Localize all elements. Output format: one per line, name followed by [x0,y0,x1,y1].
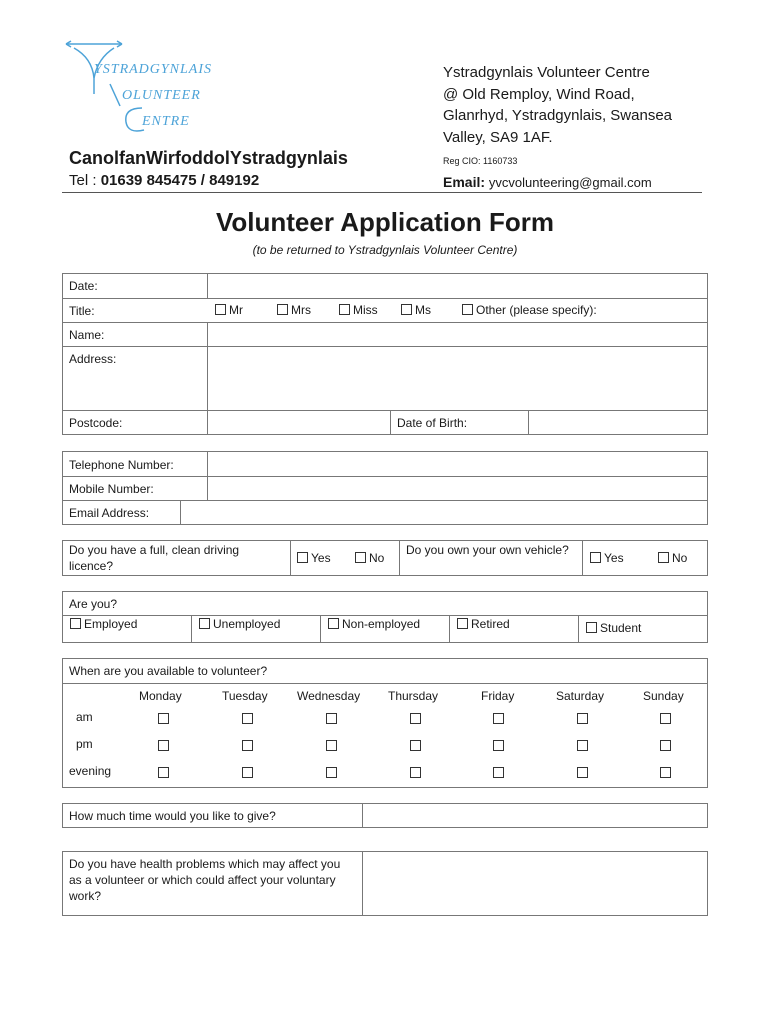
licence-question: Do you have a full, clean driving licence? [69,543,240,573]
vehicle-no-checkbox[interactable] [658,551,687,565]
postcode-label: Postcode: [69,416,123,430]
checkbox-icon [339,304,350,315]
centre-address [443,62,713,148]
status-student-checkbox[interactable] [586,621,641,635]
licence-no-label: No [369,551,385,565]
title-other-checkbox[interactable] [462,303,597,317]
checkbox-icon [457,618,468,629]
address-line-2: @ Old Remploy, Wind Road, [443,85,635,103]
logo-line-3: ENTRE [142,114,190,129]
title-miss-checkbox[interactable] [339,303,378,317]
telephone-field[interactable] [208,452,707,476]
health-field[interactable] [363,852,707,915]
licence-no-checkbox[interactable] [355,551,384,565]
postcode-field[interactable] [208,411,390,435]
col-divider [449,615,450,643]
avail-wednesday-am-checkbox[interactable] [326,713,337,724]
address-label: Address: [69,352,117,366]
email-value: yvcvolunteering@gmail.com [488,175,652,190]
row-divider [62,615,708,616]
centre-logo [62,38,232,138]
avail-monday-evening-checkbox[interactable] [158,767,169,778]
checkbox-icon [355,552,366,563]
email-line [443,174,652,190]
day-monday: Monday [139,689,182,703]
title-ms-checkbox[interactable] [401,303,431,317]
avail-sunday-evening-checkbox[interactable] [660,767,671,778]
email-label-field: Email Address: [69,506,150,520]
title-ms-label: Ms [415,303,431,317]
avail-friday-pm-checkbox[interactable] [493,740,504,751]
avail-thursday-evening-checkbox[interactable] [410,767,421,778]
status-unemployed-label: Unemployed [213,617,281,631]
date-label: Date: [69,279,98,293]
tel-value: 01639 845475 / 849192 [100,172,260,189]
checkbox-icon [297,552,308,563]
avail-saturday-evening-checkbox[interactable] [577,767,588,778]
avail-saturday-pm-checkbox[interactable] [577,740,588,751]
col-divider [578,615,579,643]
address-field[interactable] [208,347,707,410]
reg-number: Reg CIO: 1160733 [443,156,518,166]
status-employed-checkbox[interactable] [70,617,137,631]
logo-line-2: OLUNTEER [122,88,201,103]
telephone-line [69,172,259,189]
col-divider [290,540,291,576]
avail-tuesday-am-checkbox[interactable] [242,713,253,724]
status-question: Are you? [69,597,118,611]
day-thursday: Thursday [388,689,439,703]
checkbox-icon [199,618,210,629]
vehicle-no-label: No [672,551,688,565]
checkbox-icon [215,304,226,315]
time-question: How much time would you like to give? [69,809,276,823]
day-saturday: Saturday [556,689,605,703]
avail-friday-evening-checkbox[interactable] [493,767,504,778]
avail-monday-pm-checkbox[interactable] [158,740,169,751]
vehicle-yes-checkbox[interactable] [590,551,624,565]
address-line-3: Glanrhyd, Ystradgynlais, Swansea [443,107,673,124]
mobile-label: Mobile Number: [69,482,154,496]
avail-saturday-am-checkbox[interactable] [577,713,588,724]
col-divider [582,540,583,576]
title-mr-checkbox[interactable] [215,303,243,317]
row-divider [62,298,708,299]
title-label: Title: [69,304,95,318]
time-field[interactable] [363,804,707,827]
title-mrs-label: Mrs [291,303,311,317]
avail-sunday-am-checkbox[interactable] [660,713,671,724]
logo-line-1: YSTRADGYNLAIS [94,62,213,77]
period-pm: pm [76,737,93,751]
org-welsh-name: CanolfanWirfoddolYstradgynlais [69,148,348,168]
health-question: Do you have health problems which may affect you as a volunteer or which could affect your voluntary work? [69,857,341,903]
header-divider [62,192,702,193]
tel-label: Tel : [69,172,101,189]
email-field[interactable] [181,501,707,525]
avail-thursday-pm-checkbox[interactable] [410,740,421,751]
status-retired-checkbox[interactable] [457,617,510,631]
row-divider [62,683,708,684]
status-employed-label: Employed [84,617,138,631]
col-divider [390,410,391,435]
checkbox-icon [328,618,339,629]
form-title: Volunteer Application Form [215,207,554,237]
address-line-4: Valley, SA9 1AF. [443,128,553,146]
col-divider [399,540,400,576]
name-label: Name: [69,328,105,342]
day-friday: Friday [481,689,515,703]
dob-field[interactable] [529,411,707,435]
name-field[interactable] [208,323,707,346]
day-wednesday: Wednesday [297,689,361,703]
licence-yes-label: Yes [311,551,331,565]
status-student-label: Student [600,621,642,635]
status-unemployed-checkbox[interactable] [199,617,280,631]
status-non-employed-checkbox[interactable] [328,617,420,631]
vehicle-question: Do you own your own vehicle? [406,543,569,557]
avail-wednesday-pm-checkbox[interactable] [326,740,337,751]
avail-friday-am-checkbox[interactable] [493,713,504,724]
avail-monday-am-checkbox[interactable] [158,713,169,724]
checkbox-icon [658,552,669,563]
avail-sunday-pm-checkbox[interactable] [660,740,671,751]
status-non-employed-label: Non-employed [342,617,421,631]
vehicle-yes-label: Yes [604,551,624,565]
checkbox-icon [590,552,601,563]
email-label: Email: [443,174,489,190]
checkbox-icon [586,622,597,633]
availability-question: When are you available to volunteer? [69,664,268,678]
avail-tuesday-evening-checkbox[interactable] [242,767,253,778]
col-divider [320,615,321,643]
dob-label: Date of Birth: [397,416,468,430]
checkbox-icon [401,304,412,315]
status-retired-label: Retired [471,617,510,631]
col-divider [191,615,192,643]
title-mrs-checkbox[interactable] [277,303,311,317]
avail-wednesday-evening-checkbox[interactable] [326,767,337,778]
avail-tuesday-pm-checkbox[interactable] [242,740,253,751]
telephone-label: Telephone Number: [69,458,174,472]
period-evening: evening [69,764,112,778]
licence-yes-checkbox[interactable] [297,551,331,565]
date-field[interactable] [208,274,707,298]
title-mr-label: Mr [229,303,243,317]
checkbox-icon [70,618,81,629]
checkbox-icon [277,304,288,315]
day-tuesday: Tuesday [222,689,268,703]
form-subtitle: (to be returned to Ystradgynlais Volunteer Centre) [252,243,518,257]
title-other-label: Other (please specify): [476,303,597,317]
checkbox-icon [462,304,473,315]
period-am: am [76,710,93,724]
avail-thursday-am-checkbox[interactable] [410,713,421,724]
title-miss-label: Miss [353,303,378,317]
mobile-field[interactable] [208,477,707,500]
address-line-1: Ystradgynlais Volunteer Centre [443,64,650,81]
day-sunday: Sunday [643,689,684,703]
